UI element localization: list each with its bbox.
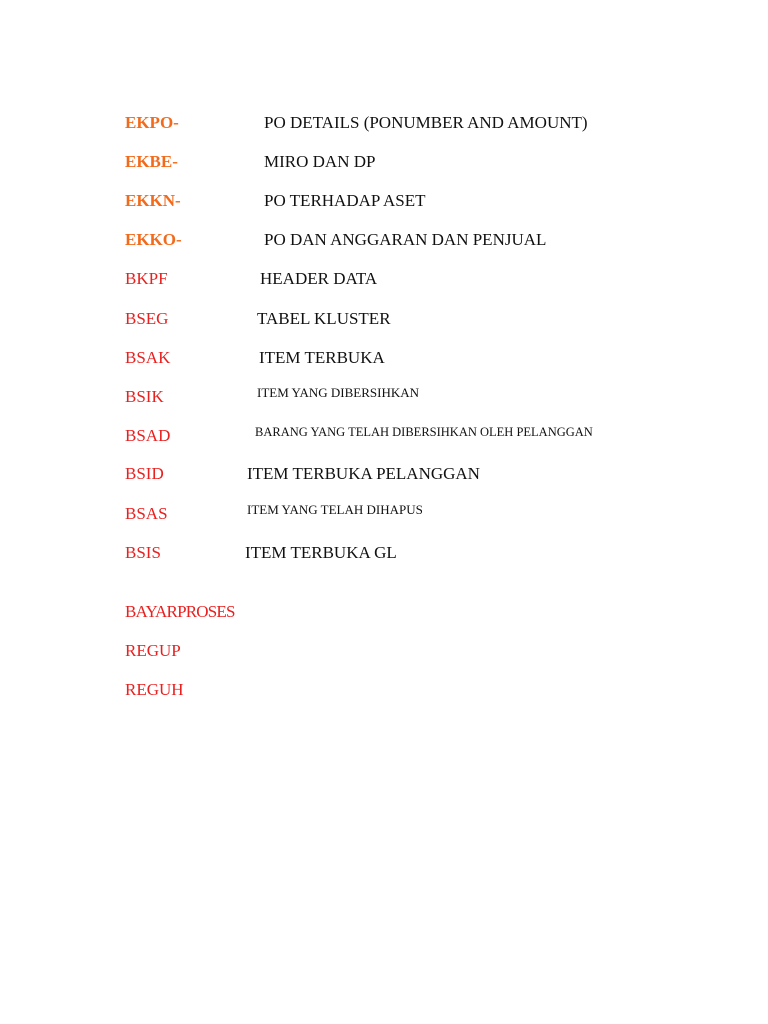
table-description: TABEL KLUSTER xyxy=(257,309,391,328)
table-row xyxy=(0,189,768,213)
table-description: ITEM YANG DIBERSIHKAN xyxy=(257,385,420,400)
table-code: BSAS xyxy=(125,504,168,523)
table-row xyxy=(0,541,768,565)
table-row xyxy=(0,424,768,448)
table-code: BAYARPROSES xyxy=(125,602,235,621)
table-row xyxy=(0,267,768,291)
table-description: ITEM TERBUKA PELANGGAN xyxy=(247,464,480,483)
table-row xyxy=(0,228,768,252)
table-code: BSIS xyxy=(125,543,161,562)
table-description: HEADER DATA xyxy=(260,269,378,288)
table-code: EKKO- xyxy=(125,230,182,249)
table-code: BSID xyxy=(125,464,164,483)
table-code: EKPO- xyxy=(125,113,179,132)
table-row xyxy=(0,385,768,409)
table-row xyxy=(0,150,768,174)
table-description: BARANG YANG TELAH DIBERSIHKAN OLEH PELANGGAN xyxy=(255,425,593,439)
table-row xyxy=(0,462,768,486)
table-row xyxy=(0,111,768,135)
table-row xyxy=(0,639,768,663)
table-code: BSEG xyxy=(125,309,169,328)
table-row xyxy=(0,600,768,624)
table-code: BSAK xyxy=(125,348,171,367)
table-code: REGUP xyxy=(125,641,181,660)
table-code: EKKN- xyxy=(125,191,181,210)
table-code: REGUH xyxy=(125,680,184,699)
table-row xyxy=(0,346,768,370)
table-description: PO DETAILS (PONUMBER AND AMOUNT) xyxy=(264,113,588,132)
table-code: BKPF xyxy=(125,269,168,288)
table-row xyxy=(0,307,768,331)
table-code: BSIK xyxy=(125,387,164,406)
table-description: PO TERHADAP ASET xyxy=(264,191,426,210)
table-description: PO DAN ANGGARAN DAN PENJUAL xyxy=(264,230,547,249)
table-description: ITEM TERBUKA GL xyxy=(245,543,397,562)
table-description: MIRO DAN DP xyxy=(264,152,376,171)
table-row xyxy=(0,678,768,702)
table-description: ITEM YANG TELAH DIHAPUS xyxy=(247,502,423,517)
table-code: EKBE- xyxy=(125,152,178,171)
table-description: ITEM TERBUKA xyxy=(259,348,385,367)
table-row xyxy=(0,502,768,526)
table-code: BSAD xyxy=(125,426,171,445)
